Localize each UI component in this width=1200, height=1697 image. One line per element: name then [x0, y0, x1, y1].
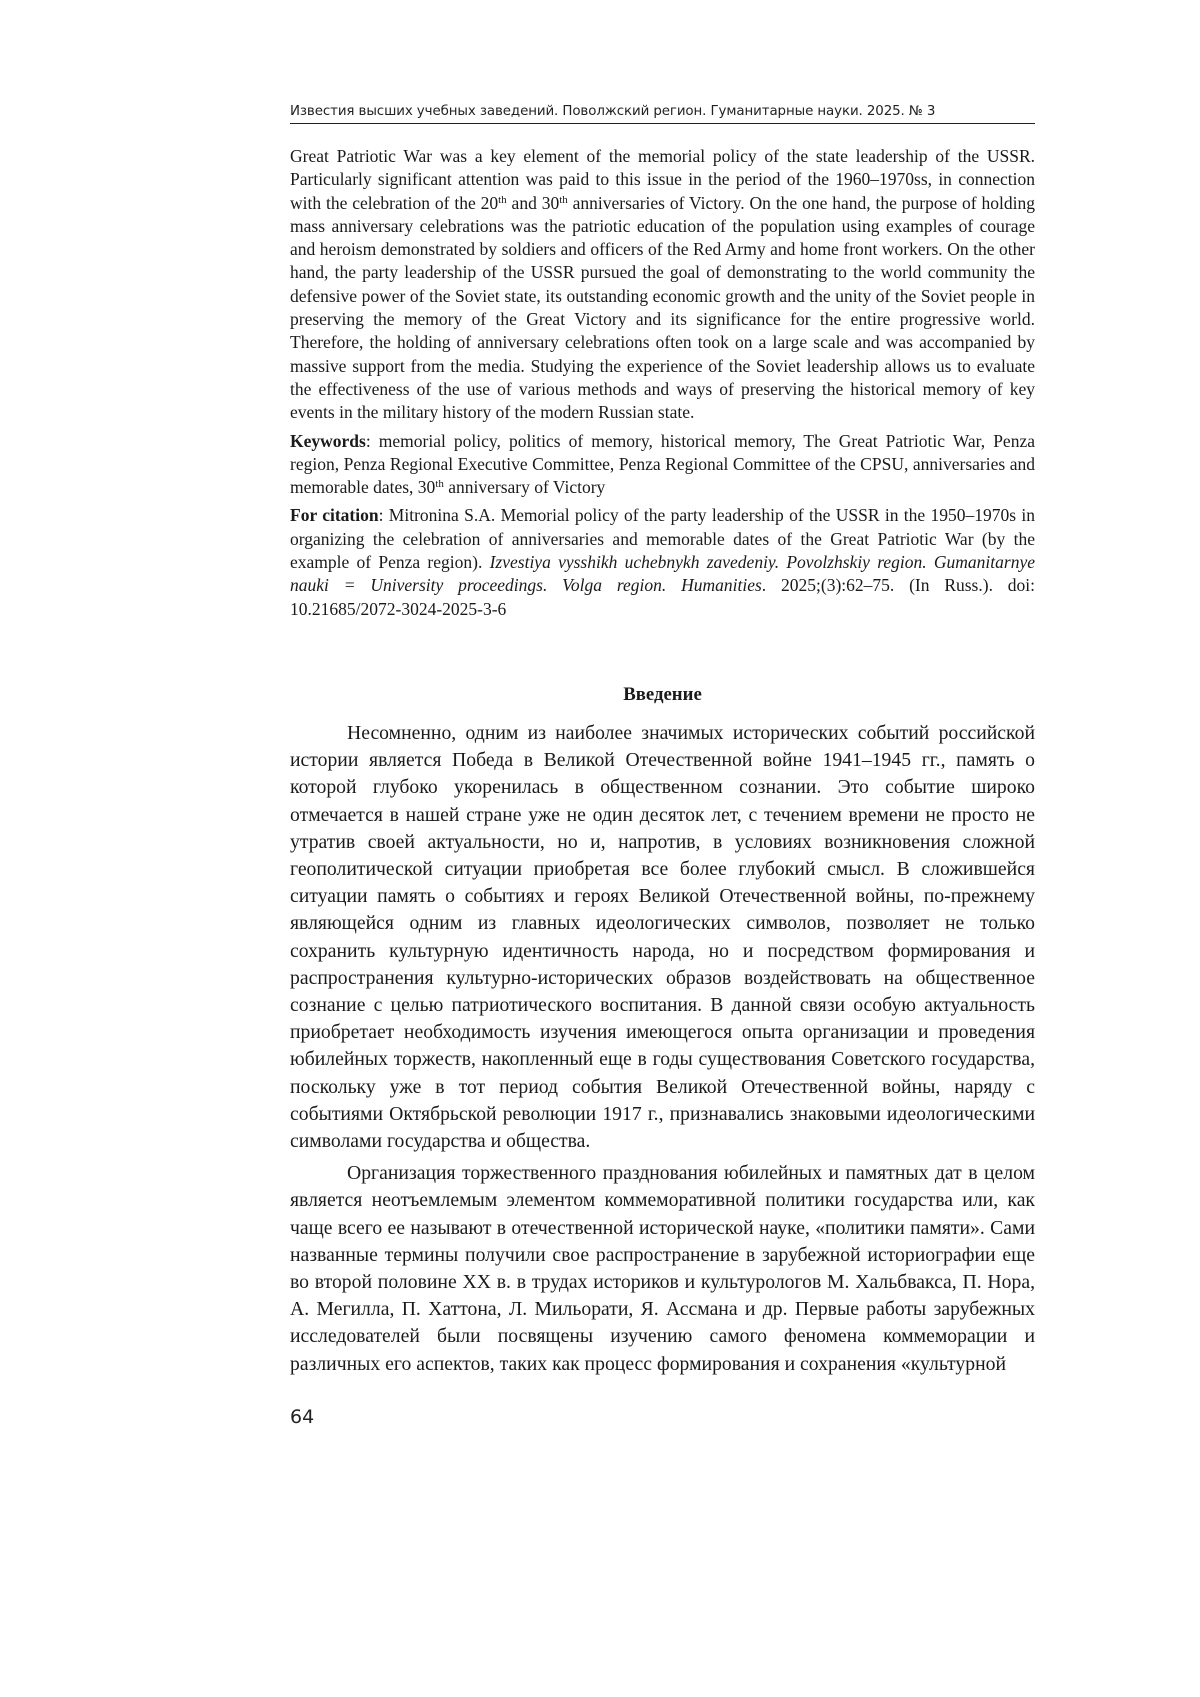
body-paragraph: Организация торжественного празднования юбилейных и памятных дат в целом является неотъемлемым элементом коммеморативной политики государства или, как чаще всего ее называют в отечественной исторической науке, «политики памяти». Сами названные термины получили свое распространение в зарубежной историографии еще во второй половине XX в. в трудах историков и культурологов М. Хальбвакса, П. Нора, А. Мегилла, П. Хаттона, Л. Мильорати, Я. Ассмана и др. Первые работы зарубежных исследователей были посвящены изучению самого феномена коммеморации и различных его аспектов, таких как процесс формирования и сохранения «культурной	[290, 1162, 1035, 1375]
citation-label: For citation	[290, 505, 379, 526]
keywords-label: Keywords	[290, 430, 366, 451]
abstract-block	[290, 145, 1035, 626]
body-paragraph: Несомненно, одним из наиболее значимых исторических событий российской истории является Победа в Великой Отечественной войне 1941–1945 гг., память о которой глубоко укоренилась в общественном сознании. Это событие широко отмечается в нашей стране уже не один десяток лет, с течением времени не просто не утратив своей актуальности, но и, напротив, в условиях возникновения сложной геополитической ситуации приобретая все более глубокий смысл. В сложившейся ситуации память о событиях и героях Великой Отечественной войны, по-прежнему являющейся одним из главных идеологических символов, позволяет не только сохранить культурную идентичность народа, но и посредством формирования и распространения культурно-исторических образов воздействовать на общественное сознание с целью патриотического воспитания. В данной связи особую актуальность приобретает необходимость изучения имеющегося опыта организации и проведения юбилейных торжеств, накопленный еще в годы существования Советского государства, поскольку уже в тот период события Великой Отечественной войны, наряду с событиями Октябрьской революции 1917 г., признавались знаковыми идеологическими символами государства и общества.	[290, 722, 1035, 1153]
abstract-paragraph: Great Patriotic War was a key element of the memorial policy of the state leadership of the USSR. Particularly significant attention was paid to this issue in the period of the 1960–1970ss, in connection with the celebration of the 20th and 30th anniversaries of Victory. On the one hand, the purpose of holding mass anniversary celebrations was the patriotic education of the population using examples of courage and heroism demonstrated by soldiers and officers of the Red Army and home front workers. On the other hand, the party leadership of the USSR pursued the goal of demonstrating to the world community the defensive power of the Soviet state, its outstanding economic growth and the unity of the Soviet people in preserving the memory of the Great Victory and its significance for the entire progressive world. Therefore, the holding of anniversary celebrations often took on a large scale and was accompanied by massive support from the media. Studying the experience of the Soviet leadership allows us to evaluate the effectiveness of the use of various methods and ways of preserving the historical memory of key events in the military history of the modern Russian state.	[290, 146, 1035, 423]
body-text	[290, 720, 1035, 1383]
section-title: Введение	[623, 684, 702, 705]
citation-paragraph: For citation: Mitronina S.A. Memorial policy of the party leadership of the USSR in the 1950–1970s in organizing the celebration of anniversaries and memorable dates of the Great Patriotic War (by the example of Penza region). Izvestiya vysshikh uchebnykh zavedeniy. Povolzhskiy region. Gumanitarnye nauki = University proceedings. Volga region. Humanities. 2025;(3):62–75. (In Russ.). doi: 10.21685/2072-3024-2025-3-6	[290, 505, 1035, 619]
keywords-paragraph: Keywords: memorial policy, politics of memory, historical memory, The Great Patriotic War, Penza region, Penza Regional Executive Committee, Penza Regional Committee of the CPSU, anniversaries and memorable dates, 30th anniversary of Victory	[290, 430, 1035, 498]
page-number: 64	[290, 1406, 315, 1428]
running-header: Известия высших учебных заведений. Поволжский регион. Гуманитарные науки. 2025. № 3	[290, 104, 1035, 124]
citation-journal: Izvestiya vysshikh uchebnykh zavedeniy. Povolzhskiy region. Gumanitarnye nauki = University proceedings. Volga region. Humanities	[290, 552, 1035, 596]
